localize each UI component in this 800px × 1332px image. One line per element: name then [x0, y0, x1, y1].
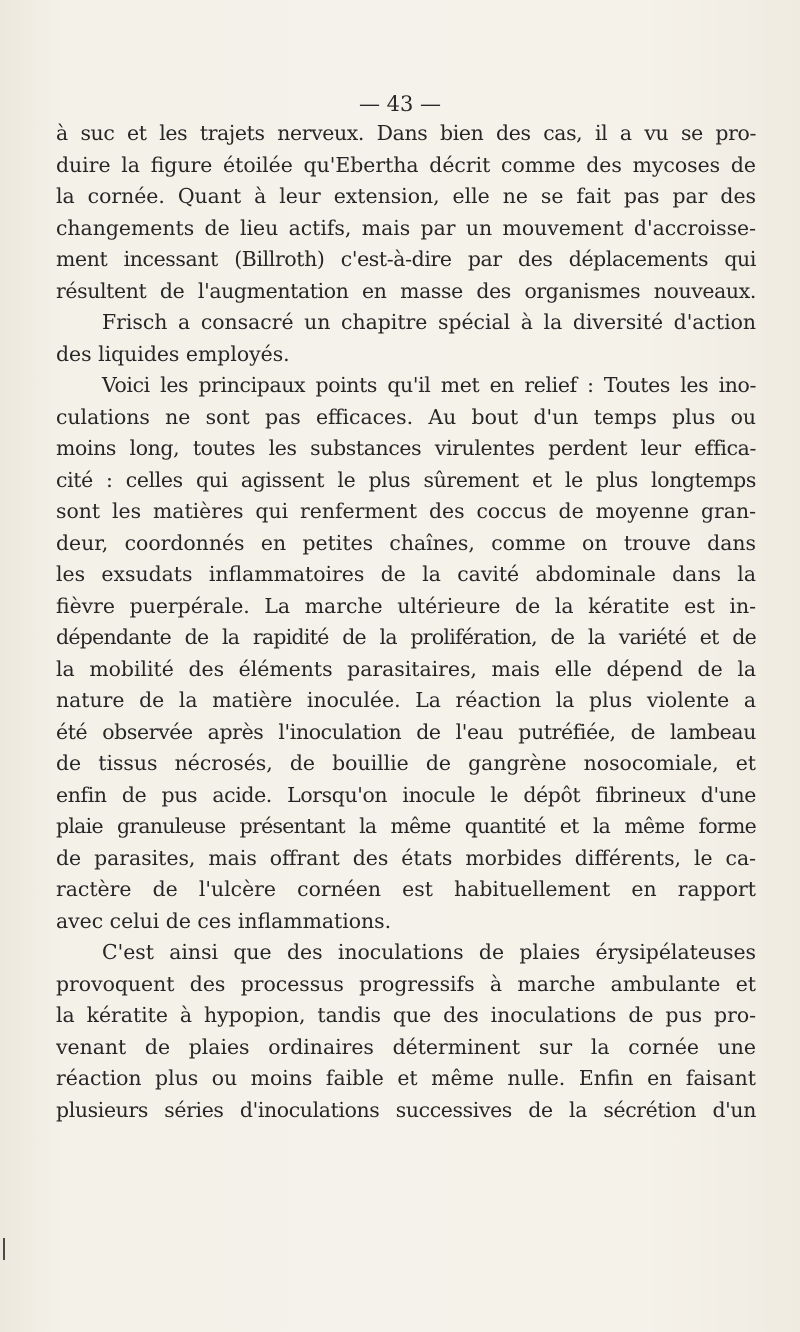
text-line: Frisch a consacré un chapitre spécial à la diversité d'action [102, 310, 756, 334]
page-number: — 43 — [358, 92, 442, 116]
text-line: deur, coordonnés en petites chaînes, comme on trouve dans [56, 530, 756, 555]
text-line: plusieurs séries d'inoculations successives de la sécrétion d'un [56, 1097, 756, 1122]
text-line: résultent de l'augmentation en masse des organismes nouveaux. [56, 278, 756, 303]
text-line: la mobilité des éléments parasitaires, mais elle dépend de la [56, 656, 756, 681]
text-line: moins long, toutes les substances virulentes perdent leur effica- [56, 436, 756, 460]
text-line: à suc et les trajets nerveux. Dans bien des cas, il a vu se pro- [56, 121, 756, 145]
text-line: avec celui de ces inflammations. [56, 908, 392, 933]
text-line: de parasites, mais offrant des états morbides différents, le ca- [56, 845, 756, 870]
text-line: nature de la matière inoculée. La réaction la plus violente a [56, 688, 756, 712]
text-line: culations ne sont pas efficaces. Au bout d'un temps plus ou [56, 404, 756, 429]
text-line: changements de lieu actifs, mais par un mouvement d'accroisse- [56, 215, 756, 240]
text-line: enfin de pus acide. Lorsqu'on inocule le dépôt fibrineux d'une [56, 782, 756, 807]
text-line: réaction plus ou moins faible et même nulle. Enfin en faisant [56, 1066, 756, 1090]
margin-mark [3, 1238, 5, 1260]
text-line: les exsudats inflammatoires de la cavité abdominale dans la [56, 562, 756, 586]
text-line: la kératite à hypopion, tandis que des inoculations de pus pro- [56, 1003, 756, 1027]
text-line: Voici les principaux points qu'il met en relief : Toutes les ino- [102, 373, 756, 397]
text-line: été observée après l'inoculation de l'eau putréfiée, de lambeau [56, 719, 756, 744]
text-line: dépendante de la rapidité de la prolifération, de la variété et de [56, 625, 756, 649]
text-line: fièvre puerpérale. La marche ultérieure de la kératite est in- [56, 593, 756, 618]
text-line: ment incessant (Billroth) c'est-à-dire par des déplacements qui [56, 247, 756, 271]
text-line: ractère de l'ulcère cornéen est habituellement en rapport [56, 877, 756, 901]
text-line: provoquent des processus progressifs à marche ambulante et [56, 971, 756, 996]
text-line: plaie granuleuse présentant la même quantité et la même forme [56, 814, 756, 838]
text-line: duire la figure étoilée qu'Ebertha décrit comme des mycoses de [56, 152, 756, 177]
text-line: cité : celles qui agissent le plus sûrement et le plus longtemps [56, 467, 756, 492]
text-line: sont les matières qui renferment des coccus de moyenne gran- [56, 499, 756, 523]
text-line: des liquides employés. [56, 341, 290, 366]
body-text [56, 118, 756, 1126]
text-line: de tissus nécrosés, de bouillie de gangrène nosocomiale, et [56, 751, 756, 775]
text-line: la cornée. Quant à leur extension, elle ne se fait pas par des [56, 184, 756, 208]
text-line: C'est ainsi que des inoculations de plaies érysipélateuses [102, 940, 756, 964]
text-line: venant de plaies ordinaires déterminent sur la cornée une [56, 1034, 756, 1059]
